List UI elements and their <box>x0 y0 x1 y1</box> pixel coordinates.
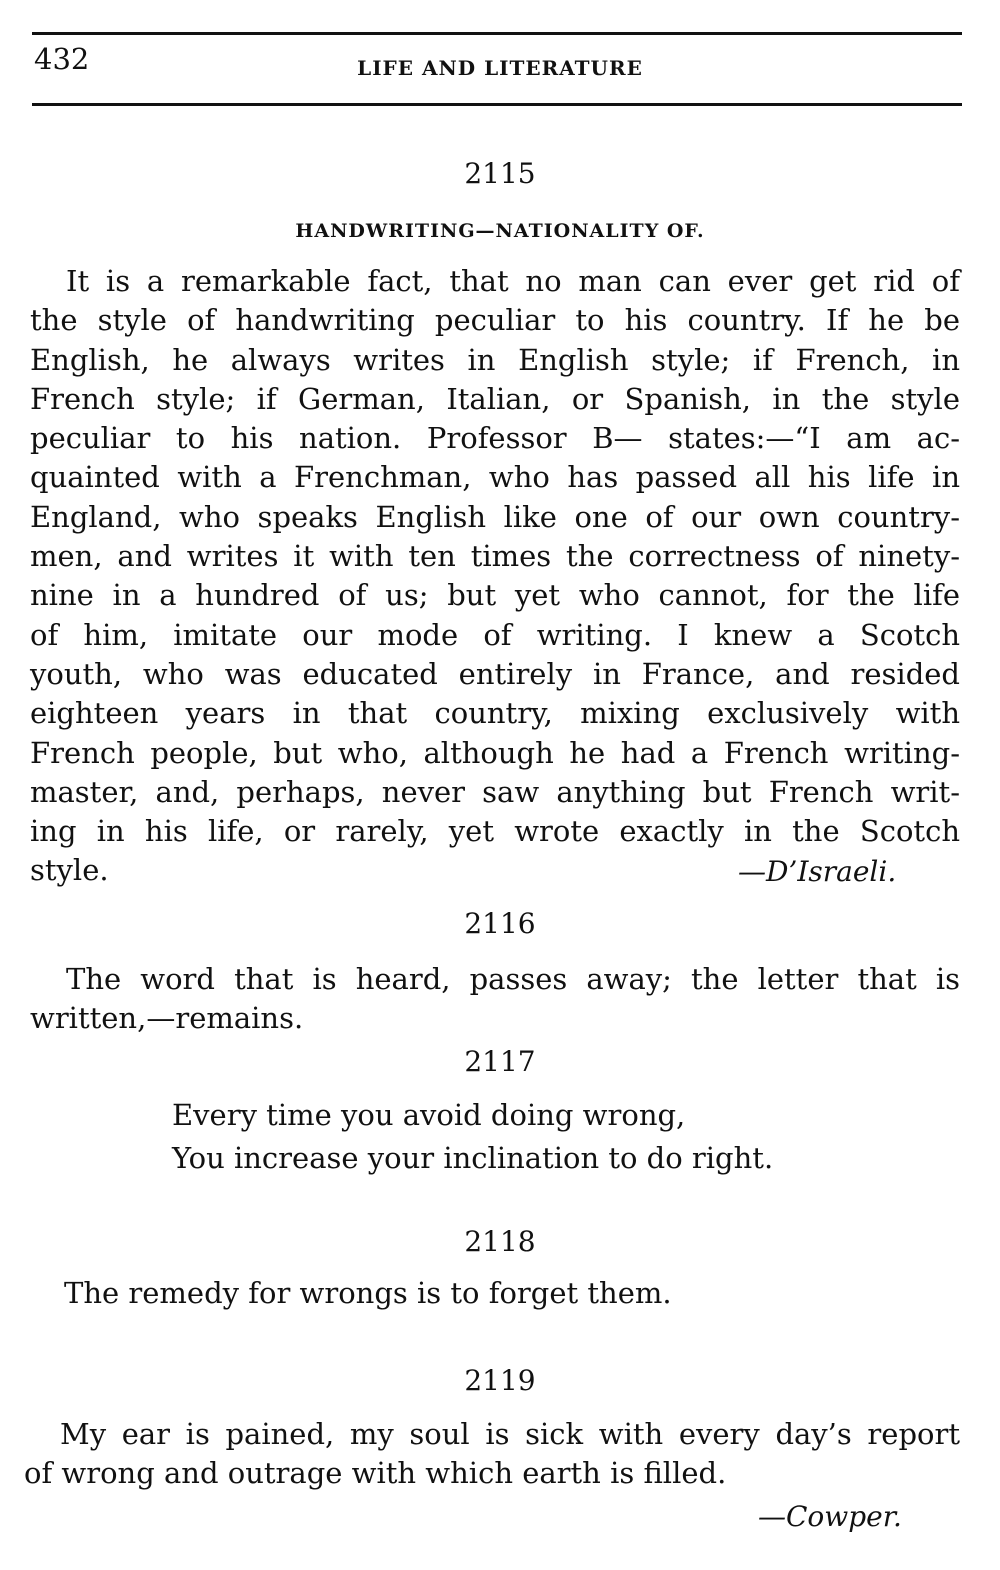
header-rule-bottom <box>32 103 962 106</box>
verse-line: Every time you avoid doing wrong, <box>172 1098 686 1132</box>
entry-number-2115: 2115 <box>464 157 536 190</box>
text-line: the style of handwriting peculiar to his country. If he be <box>30 303 960 338</box>
text-line: peculiar to his nation. Professor B— states:—“I am ac- <box>30 421 960 456</box>
text-line: men, and writes it with ten times the correctness of ninety- <box>30 539 960 574</box>
text-line: French style; if German, Italian, or Spanish, in the style <box>30 381 960 416</box>
text-line: eighteen years in that country, mixing exclusively with <box>30 696 960 731</box>
running-title: LIFE AND LITERATURE <box>357 56 643 80</box>
text-line: youth, who was educated entirely in France, and resided <box>30 656 960 691</box>
text-line: style. <box>30 853 109 888</box>
entry-body-2116 <box>30 960 960 1039</box>
text-line: written,—remains. <box>30 1001 304 1036</box>
page-number: 432 <box>34 42 90 76</box>
entry-body-2115 <box>30 262 960 891</box>
text-line: English, he always writes in English style; if French, in <box>30 342 960 377</box>
entry-verse-2117 <box>172 1094 773 1180</box>
text-line: It is a remarkable fact, that no man can ever get rid of <box>66 264 960 298</box>
entry-body-2119 <box>24 1415 960 1494</box>
text-line: of him, imitate our mode of writing. I knew a Scotch <box>30 617 960 652</box>
text-line: of wrong and outrage with which earth is filled. <box>24 1456 727 1491</box>
text-line: French people, but who, although he had a French writing- <box>30 735 960 770</box>
text-line: The word that is heard, passes away; the letter that is <box>66 962 960 996</box>
entry-number-2117: 2117 <box>464 1045 536 1078</box>
attribution-2119: —Cowper. <box>758 1500 902 1533</box>
text-line: England, who speaks English like one of our own country- <box>30 499 960 534</box>
text-line: ing in his life, or rarely, yet wrote exactly in the Scotch <box>30 814 960 849</box>
attribution-2115: —D’Israeli. <box>738 855 897 888</box>
entry-heading-2115: HANDWRITING—NATIONALITY OF. <box>295 220 705 242</box>
text-line: quainted with a Frenchman, who has passed all his life in <box>30 460 960 495</box>
entry-number-2116: 2116 <box>464 907 536 940</box>
entry-body-2118: The remedy for wrongs is to forget them. <box>64 1276 672 1310</box>
verse-line: You increase your inclination to do right. <box>172 1141 774 1175</box>
text-line: My ear is pained, my soul is sick with every day’s report <box>60 1417 960 1451</box>
header-rule-top <box>32 32 962 35</box>
text-line: nine in a hundred of us; but yet who cannot, for the life <box>30 578 960 613</box>
entry-number-2118: 2118 <box>464 1225 536 1258</box>
entry-number-2119: 2119 <box>464 1364 536 1397</box>
text-line: master, and, perhaps, never saw anything but French writ- <box>30 774 960 809</box>
